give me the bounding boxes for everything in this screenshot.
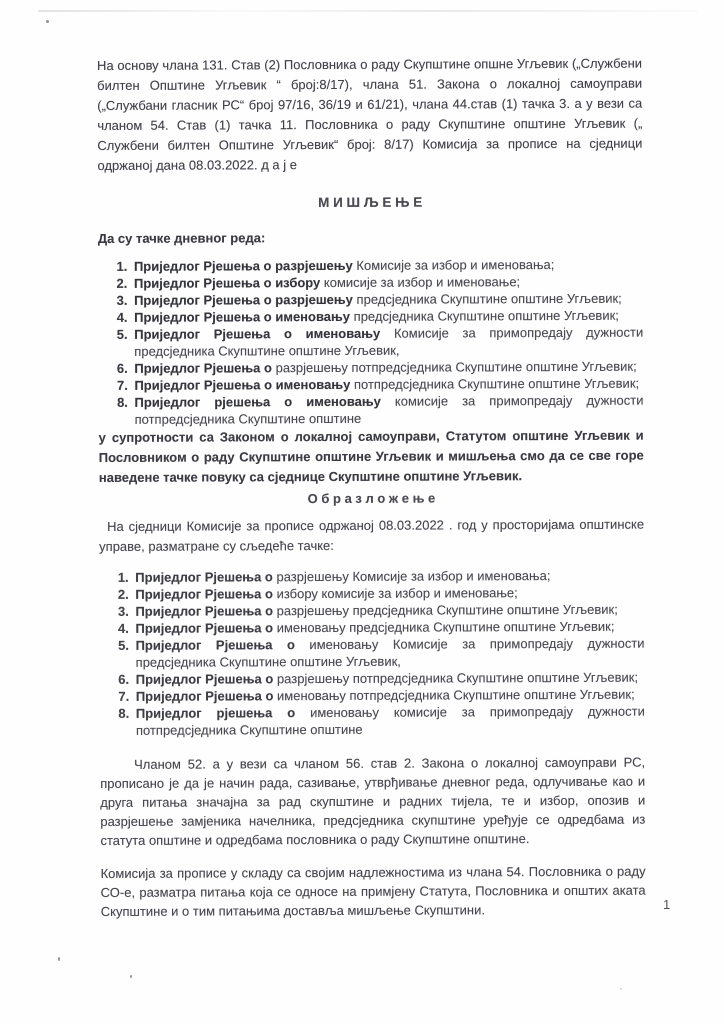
considered-item-lead: Приједлог Рјешења о	[135, 637, 295, 653]
considered-item-rest: разрјешењу потпредсједника Скупштине општине Угљевик;	[276, 669, 639, 687]
considered-item-lead: Приједлог рјешења о	[135, 705, 296, 721]
agenda-item-lead: Приједлог Рјешења о избору	[133, 275, 321, 291]
considered-item-lead: Приједлог Рјешења о	[135, 603, 274, 619]
considered-item-lead: Приједлог Рјешења о	[135, 688, 274, 704]
opinion-conclusion-paragraph: у супротности са Законом о локалној самоуправи, Статутом општине Угљевик и Пословником о раду Скупштине општине Угљевик и мишљења смо да се све горе наведене тачке повуку са сједнице Скупштине општине Угљевик.	[98, 427, 644, 485]
considered-item-rest: разрјешењу Комисије за избор и именовања;	[276, 568, 551, 585]
agenda-items-list	[98, 256, 644, 428]
agenda-item-lead: Приједлог Рјешења о	[134, 360, 272, 376]
scan-speck	[620, 988, 622, 990]
agenda-item-lead: Приједлог Рјешења о разрјешењу	[134, 291, 353, 308]
document-content	[97, 54, 646, 921]
considered-item-lead: Приједлог Рјешења о	[135, 671, 274, 687]
considered-item-rest: именовању потпредсједника Скупштине општине Угљевик;	[276, 686, 635, 704]
agenda-item-rest: Комисије за избор и именовања;	[356, 257, 555, 273]
scan-edge-artifact	[38, 10, 698, 12]
considered-item-rest: избору комисије за избор и именовање;	[276, 585, 518, 602]
agenda-item-rest: комисије за примопредају дужности потпредсједника Скупштине општине	[134, 392, 644, 427]
scan-speck	[130, 975, 132, 978]
agenda-item-lead: Приједлог Рјешења о именовању	[134, 308, 351, 325]
agenda-item-lead: Приједлог Рјешења о разрјешењу	[133, 257, 353, 274]
agenda-item-rest: Комисије за примопредају дужности предсједника Скупштине општине Угљевик,	[134, 324, 644, 359]
considered-item-lead: Приједлог Рјешења о	[135, 586, 273, 602]
agenda-item	[131, 324, 643, 360]
agenda-item-rest: разрјешењу потпредсједника Скупштине општине Угљевик;	[275, 358, 637, 376]
scan-speck	[46, 20, 49, 23]
considered-item	[133, 635, 645, 671]
agenda-item-rest: потпредсједника Скупштине општине Угљевик;	[353, 375, 640, 392]
considered-items-list	[99, 567, 645, 739]
agenda-lead-sentence: Да су тачке дневног реда:	[97, 230, 266, 246]
commission-competence-paragraph: Комисија за прописе у складу са својим надлежностима из члана 54. Пословника о раду СО-е, разматра питања која се односе на примјену Статута, Пословника и општих аката Скупштине и о тим питањима доставља мишљење Скупштини.	[100, 863, 646, 919]
agenda-item-rest: комисије за избор и именовање;	[323, 274, 521, 291]
considered-item-rest: именовању Комисије за примопредају дужности предсједника Скупштине општине Угљевик,	[135, 635, 645, 670]
agenda-item-lead: Приједлог Рјешења о именовању	[134, 325, 381, 342]
document-title: М И Ш Љ Е Њ Е	[318, 194, 423, 211]
considered-item-rest: именовању комисије за примопредају дужности потпредсједника Скупштине општине	[135, 703, 645, 738]
considered-item-lead: Приједлог Рјешења о	[135, 569, 273, 585]
rationale-title: О б р а з л о ж е њ е	[307, 490, 436, 507]
agenda-item-lead: Приједлог рјешења о именовању	[134, 393, 381, 410]
considered-item-lead: Приједлог Рјешења о	[135, 620, 274, 636]
considered-item-rest: именовању предсједника Скупштине општине Угљевик;	[276, 618, 615, 636]
considered-item-rest: разрјешењу предсједника Скупштине општине Угљевик;	[276, 601, 618, 619]
agenda-item-lead: Приједлог Рјешења о именовању	[134, 376, 351, 393]
considered-item	[133, 703, 645, 739]
agenda-item-rest: предсједника Скупштине општине Угљевик;	[356, 290, 622, 307]
agenda-item	[131, 392, 643, 428]
legal-basis-paragraph: На основу члана 131. Став (2) Пословника о раду Скупштине опшне Угљевик („Службени билтен Општине Угљевик “ број:8/17), члана 51. Закона о локалној самоуправи („Службани гласник РС“ број 97/16, 36/19 и 61/21), члана 44.став (1) тачка 3. а у вези са чланом 54. Став (1) тачка 11. Пословника о раду Скупштине општине Угљевик („ Службени билтен Општине Угљевик“ број: 8/17) Комисија за прописе на сједници одржаној дана 08.03.2022. д а ј е	[97, 55, 643, 173]
agenda-item-rest: предсједника Скупштине општине Угљевик;	[353, 307, 619, 324]
scan-speck	[58, 957, 60, 961]
page-number: 1	[663, 897, 671, 912]
law-reference-paragraph: Чланом 52. а у вези са чланом 56. став 2. Закона о локалној самоуправи РС, прописано је да је начин рада, сазивање, утврђивање дневног реда, одлучивање као и друга питања значајна за рад скупштине и радних тијела, те и избор, опозив и разрјешење замјеника начелника, предсједника скупштине уређује се одредбама из статута општине и одредбама пословника о раду Скупштине општине.	[100, 754, 646, 848]
session-paragraph: На сједници Комисије за прописе одржаној 08.03.2022 . год у просторијама општинске управе, разматране су сљедеће тачке:	[99, 516, 645, 554]
